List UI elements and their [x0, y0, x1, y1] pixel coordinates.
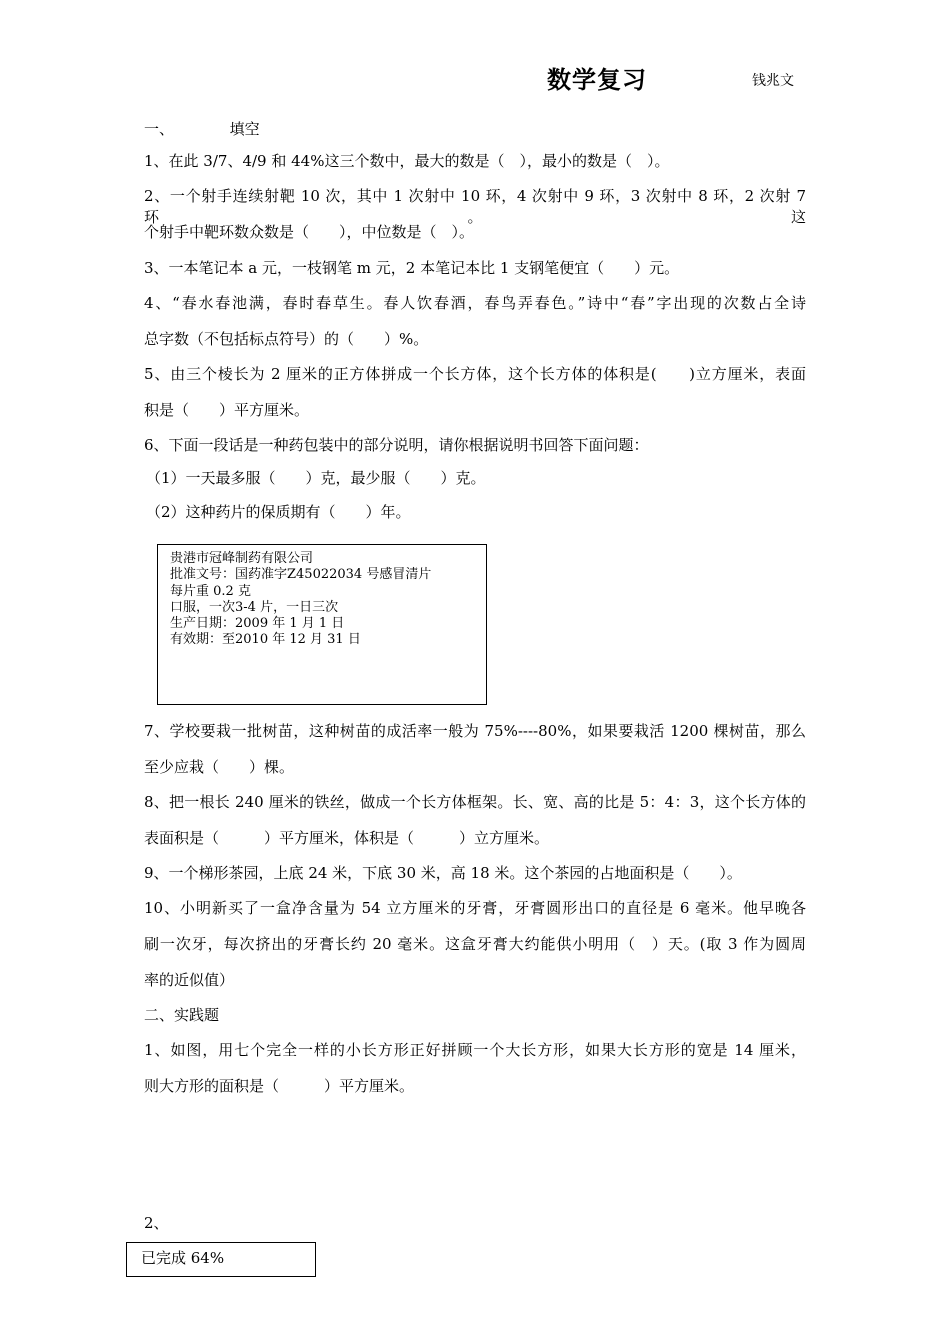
question-10-line-1: 10、小明新买了一盒净含量为 54 立方厘米的牙膏，牙膏圆形出口的直径是 6 毫米。他早晚各 [144, 899, 806, 917]
question-2-line-2: 个射手中靶环数众数是（ ），中位数是（ ）。 [144, 223, 475, 241]
question-4-line-1: 4、“春水春池满，春时春草生。春人饮春酒，春鸟弄春色。”诗中“春”字出现的次数占全诗 [144, 294, 806, 312]
question-10-line-3: 率的近似值） [144, 971, 235, 989]
section-heading-fill-in [144, 118, 260, 139]
question-9: 9、一个梯形茶园，上底 24 米，下底 30 米，高 18 米。这个茶园的占地面积是（ ）。 [144, 864, 742, 882]
progress-label: 已完成 64% [141, 1249, 225, 1267]
medicine-line: 有效期：至2010 年 12 月 31 日 [170, 632, 361, 648]
medicine-line: 批准文号：国药准字Z45022034 号感冒清片 [170, 567, 432, 583]
section-title: 填空 [229, 120, 260, 138]
question-8-line-2: 表面积是（ ）平方厘米，体积是（ ）立方厘米。 [144, 829, 550, 847]
practice-1-line-1: 1、如图，用七个完全一样的小长方形正好拼顾一个大长方形，如果大长方形的宽是 14 厘米， [144, 1041, 806, 1059]
question-6-sub-2: （2）这种药片的保质期有（ ）年。 [146, 503, 411, 521]
question-3: 3、一本笔记本 a 元，一枝钢笔 m 元，2 本笔记本比 1 支钢笔便宜（ ）元。 [144, 259, 680, 277]
practice-1-line-2: 则大方形的面积是（ ）平方厘米。 [144, 1077, 415, 1095]
progress-status-box [126, 1242, 316, 1277]
author-name: 钱兆文 [752, 73, 794, 89]
section-heading-practice: 二、实践题 [144, 1006, 220, 1024]
question-10-line-2: 刷一次牙，每次挤出的牙膏长约 20 毫米。这盒牙膏大约能供小明用（ ）天。(取 3 作为圆周 [144, 935, 806, 953]
section-number: 一、 [144, 120, 175, 138]
medicine-line: 口服，一次3-4 片，一日三次 [170, 599, 339, 615]
page-title: 数学复习 [547, 65, 647, 94]
question-5-line-2: 积是（ ）平方厘米。 [144, 401, 310, 419]
medicine-label-box [157, 544, 487, 705]
question-1: 1、在此 3/7、4/9 和 44%这三个数中，最大的数是（ ），最小的数是（ ）。 [144, 152, 670, 170]
medicine-line: 每片重 0.2 克 [170, 583, 251, 599]
question-7-line-2: 至少应栽（ ）棵。 [144, 758, 295, 776]
question-5-line-1: 5、由三个棱长为 2 厘米的正方体拼成一个长方体，这个长方体的体积是( )立方厘米，表面 [144, 365, 806, 383]
medicine-line: 贵港市冠峰制药有限公司 [170, 551, 314, 566]
question-7-line-1: 7、学校要栽一批树苗，这种树苗的成活率一般为 75%----80%，如果要栽活 1200 棵树苗，那么 [144, 722, 806, 740]
medicine-line: 生产日期：2009 年 1 月 1 日 [170, 616, 345, 632]
question-2-line-1: 2、一个射手连续射靶 10 次，其中 1 次射中 10 环，4 次射中 9 环，3 次射中 8 环，2 次射 7 环。这 [144, 187, 806, 226]
question-8-line-1: 8、把一根长 240 厘米的铁丝，做成一个长方体框架。长、宽、高的比是 5：4：3，这个长方体的 [144, 793, 806, 811]
question-4-line-2: 总字数（不包括标点符号）的（ ）%。 [144, 330, 429, 348]
question-6-sub-1: （1）一天最多服（ ）克，最少服（ ）克。 [146, 469, 486, 487]
practice-2: 2、 [144, 1214, 169, 1232]
question-6: 6、下面一段话是一种药包装中的部分说明，请你根据说明书回答下面问题： [144, 436, 649, 454]
